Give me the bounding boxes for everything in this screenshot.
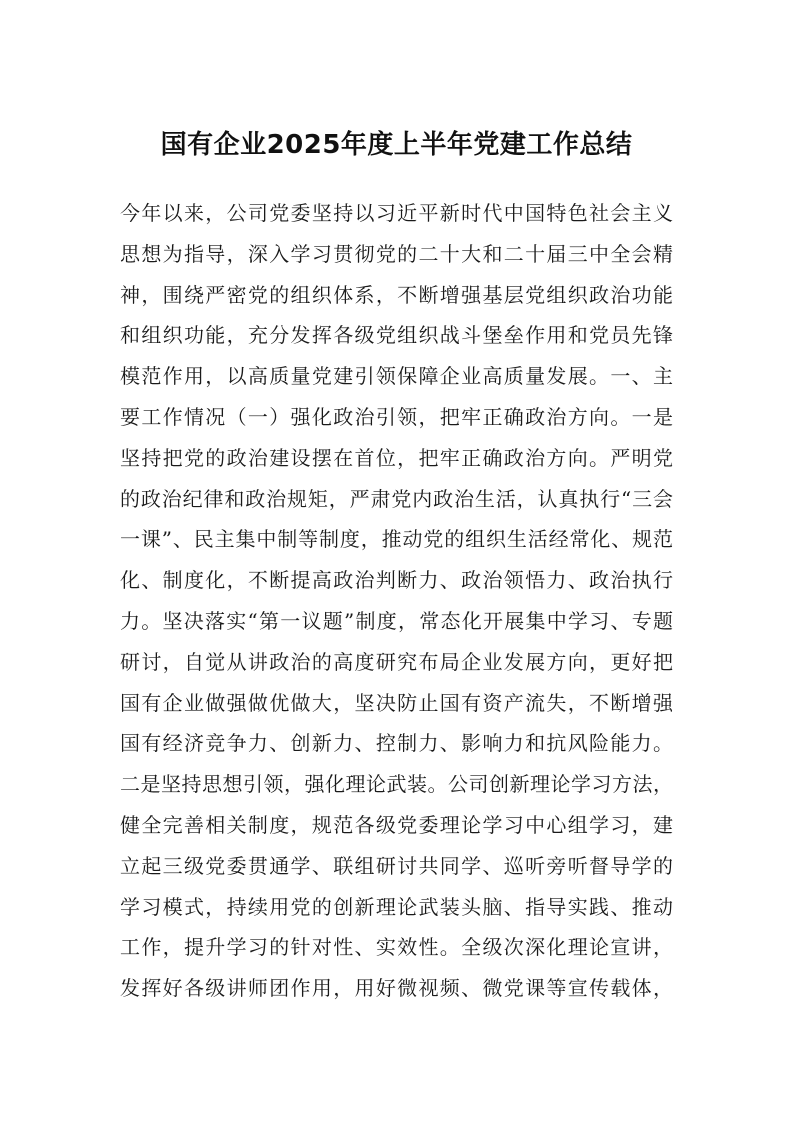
body-line-18: 学习模式，持续用党的创新理论武装头脑、指导实践、推动	[120, 894, 673, 919]
document-body	[120, 193, 673, 1009]
body-line-19: 工作，提升学习的针对性、实效性。全级次深化理论宣讲，	[120, 935, 673, 960]
body-line-12: 研讨，自觉从讲政治的高度研究布局企业发展方向，更好把	[120, 649, 673, 674]
body-line-20: 发挥好各级讲师团作用，用好微视频、微党课等宣传载体，	[120, 976, 673, 1001]
body-line-9: 一课”、民主集中制等制度，推动党的组织生活经常化、规范	[120, 527, 673, 552]
body-line-4: 和组织功能，充分发挥各级党组织战斗堡垒作用和党员先锋	[120, 323, 673, 348]
body-line-8: 的政治纪律和政治规矩，严肃党内政治生活，认真执行“三会	[120, 486, 673, 511]
body-line-7: 坚持把党的政治建设摆在首位，把牢正确政治方向。严明党	[120, 445, 673, 470]
body-line-14: 国有经济竞争力、创新力、控制力、影响力和抗风险能力。	[120, 731, 673, 756]
body-line-13: 国有企业做强做优做大，坚决防止国有资产流失，不断增强	[120, 690, 673, 715]
document-title: 国有企业2025年度上半年党建工作总结	[160, 130, 633, 160]
body-line-11: 力。坚决落实“第一议题”制度，常态化开展集中学习、专题	[120, 608, 673, 633]
body-line-5: 模范作用，以高质量党建引领保障企业高质量发展。一、主	[120, 364, 673, 389]
body-line-3: 神，围绕严密党的组织体系，不断增强基层党组织政治功能	[120, 282, 673, 307]
body-line-2: 思想为指导，深入学习贯彻党的二十大和二十届三中全会精	[120, 241, 673, 266]
body-line-1: 今年以来，公司党委坚持以习近平新时代中国特色社会主义	[120, 201, 673, 225]
body-line-15: 二是坚持思想引领，强化理论武装。公司创新理论学习方法，	[120, 772, 673, 797]
body-line-16: 健全完善相关制度，规范各级党委理论学习中心组学习，建	[120, 812, 673, 837]
body-line-6: 要工作情况（一）强化政治引领，把牢正确政治方向。一是	[120, 404, 673, 429]
body-line-10: 化、制度化，不断提高政治判断力、政治领悟力、政治执行	[120, 568, 673, 593]
body-line-17: 立起三级党委贯通学、联组研讨共同学、巡听旁听督导学的	[120, 853, 673, 878]
